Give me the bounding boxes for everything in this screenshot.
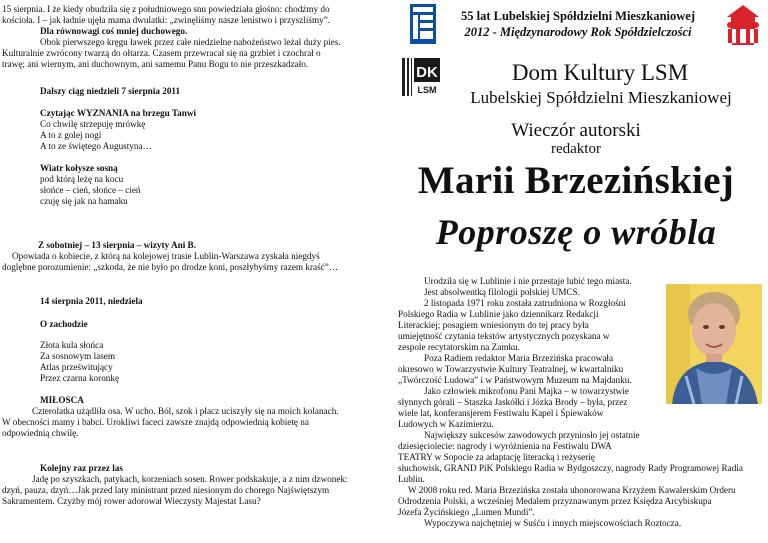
bio-line: Ludowych w Kazimierzu.: [398, 419, 494, 429]
lsm-logo-icon: [410, 4, 436, 44]
bio-line: TEATRY w Sopocie za adaptację literacką i reżyserię: [398, 452, 595, 462]
bio-line: Poza Radiem redaktor Maria Brzezińska pracowała: [424, 353, 614, 363]
bio-line: Największy sukcesów zawodowych przyniosło jej ostatnie: [424, 430, 640, 440]
bio-line: Lublin.: [398, 474, 425, 484]
author-portrait: [666, 284, 762, 404]
poem-czytajac: [40, 119, 152, 152]
kolejny-line: Jadę po szyszkach, patykach, korzeniach sosen. Rower podskakuje, a z nim dzwonek:: [32, 474, 348, 484]
poem-line: pod którą leżę na kocu: [40, 174, 124, 184]
poem-line: Co chwilę strzepuję mrówkę: [40, 119, 146, 129]
heading-kolejny: Kolejny raz przez las: [40, 463, 123, 473]
intro-line: kościoła. I – jak ładnie ujęła mama dwulatki: „zwinęliśmy nasze lenistwo i przyszliśmy”.: [2, 15, 331, 25]
intro-line: Obok pierwszego kręgu ławek przez całe niedzielne nabożeństwo leżał duży pies.: [40, 37, 341, 47]
cooperative-people-icon: [722, 3, 764, 47]
dk-lsm-logo-icon: [402, 58, 442, 96]
bio-line: „Twórczość Ludowa” i w Państwowym Muzeum na Majdanku.: [398, 375, 632, 385]
intro-line: 15 sierpnia. I że kiedy obudziła się z południowego snu powiedziała głośno: chodźmy do: [2, 4, 330, 14]
poem-zachodzie: [40, 340, 119, 384]
poem-line: słońce – cień, słońce – cień: [40, 185, 141, 195]
heading-czytajac: Czytając WYZNANIA na brzegu Tanwi: [40, 108, 197, 118]
bio-line: okresowo w Towarzystwie Kultury Teatralnej, w kwartalniku: [398, 364, 624, 374]
sobota-line: doglębne porozumienie: „szkoda, że nie było po drodze koni, poszłybyśmy razem kraść”…: [2, 262, 339, 272]
author-name: Marii Brzezińskiej: [417, 159, 735, 202]
bio-block-bottom: [398, 463, 764, 529]
cooperative-year-logo: [722, 3, 764, 47]
poem-line: Przez czarna koronkę: [40, 373, 120, 383]
poem-line: Atlas prześwitujący: [40, 362, 113, 372]
dom-kultury-title: Dom Kultury LSM: [511, 60, 689, 85]
kolejny-line: Sakramentem. Czyżby mój rower adorował Wieczysty Majestat Lasu?: [2, 496, 261, 506]
heading-milosca: MIŁOSCA: [40, 395, 84, 405]
kolejny-paragraph: [2, 474, 382, 507]
milosca-line: odpowiednią chwilę.: [2, 428, 79, 438]
heading-sobota: Z sobotniej – 13 sierpnia – wizyty Ani B.: [38, 240, 196, 250]
bio-line: Urodziła się w Lublinie i nie przestaje lubić tego miasta.: [424, 276, 632, 286]
header-line1: 55 lat Lubelskiej Spółdzielni Mieszkaniowej: [460, 9, 696, 23]
heading-14-sierpnia: 14 sierpnia 2011, niedziela: [40, 296, 143, 306]
bio-line: Jest absolwentką filologii polskiej UMCS.: [424, 287, 580, 297]
bio-line: 2 listopada 1971 roku została zatrudniona w Rozgłośni: [424, 298, 626, 308]
lubelskiej-subtitle: Lubelskiej Spółdzielni Mieszkaniowej: [470, 88, 732, 107]
bio-line: Odrodzenia Polski, a wcześniej Medalem przyznawanym przez Księdza Arcybiskupa: [398, 496, 712, 506]
bio-line: Jako człowiek mikrofonu Pani Majka – w towarzystwie: [424, 386, 629, 396]
poem-line: czuję się jak na hamaku: [40, 196, 128, 206]
svg-text:DK: DK: [416, 64, 438, 81]
bio-block-top: [398, 276, 664, 463]
milosca-line: W obecności mamy i babci. Urokliwi faceci zawsze znajdą odpowiednią kobietę na: [2, 417, 309, 427]
bio-line: Wypoczywa najchętniej w Suśću i innych miejscowościach Roztocza.: [424, 518, 682, 528]
poem-line: A to z golej nogi: [40, 130, 102, 140]
sobota-line: Opowiada o kobiecie, z którą na kolejowej trasie Lublin-Warszawa zyskała niegdyś: [12, 251, 320, 261]
right-column: [384, 0, 768, 543]
intro-paragraph: [2, 4, 382, 70]
poem-line: A to ze świętego Augustyna…: [40, 141, 152, 151]
svg-text:LSM: LSM: [417, 85, 437, 95]
book-title: Poproszę o wróbla: [435, 212, 717, 252]
bio-line: Józefa Życińskiego „Lumen Mundi”.: [398, 507, 535, 517]
bio-line: dziesięciolecie: nagrody i wyróżnienia na Festiwalu DWA: [398, 441, 612, 451]
sobota-paragraph: [2, 251, 382, 273]
bio-line: zespole recytatorskim na Zamku.: [398, 342, 520, 352]
heading-dalszy: Dalszy ciąg niedzieli 7 sierpnia 2011: [40, 86, 181, 96]
portrait-image-icon: [666, 284, 762, 404]
intro-line: trawę; ani wiernym, ani duchownym, ani samemu Panu Bogu to nie przeszkadzało.: [2, 59, 309, 69]
bio-line: W 2008 roku red. Maria Brzezińska została uhonorowana Krzyżem Kawalerskim Orderu: [408, 485, 736, 495]
dk-lsm-logo: [402, 58, 442, 96]
poem-line: Złota kula słońca: [40, 340, 104, 350]
kolejny-line: dzyń, pauza, dzyń…Jak przed laty ministrant przed niesionym do chorego Najświętszym: [2, 485, 330, 495]
bio-line: umiejętność czytania tekstów artystycznych pozyskana w: [398, 331, 610, 341]
bio-line: słuchowisk, GRAND PiK Polskiego Radia w Bydgoszczy, nagrody Rady Programowej Radia: [398, 463, 743, 473]
heading-wiatr: Wiatr kołysze sosną: [40, 163, 118, 173]
redaktor-label: redaktor: [551, 141, 601, 157]
bio-line: Literackiej; posagiem wniesionym do tej pracy była: [398, 320, 589, 330]
poem-wiatr: [40, 174, 141, 207]
lsm-logo: [410, 4, 436, 44]
bio-line: Polskiego Radia w Lublinie jako dziennikarz Redakcji: [398, 309, 599, 319]
bio-line: wiele lat, konferansjerem Festiwalu Kapel i Śpiewaków: [398, 408, 604, 418]
wieczor-autorski: Wieczór autorski: [511, 120, 641, 141]
intro-line: Dla równowagi coś mniej duchowego.: [40, 26, 188, 36]
heading-zachodzie: O zachodzie: [40, 319, 88, 329]
intro-line: Kulturalnie zwrócony twarzą do ołtarza. Czasem przewracał się na grzbiet i czochrał o: [2, 48, 321, 58]
poem-line: Za sosnowym lasem: [40, 351, 116, 361]
bio-line: słynnych górali – Staszka Jaskółki i Józka Brody – była, przez: [398, 397, 628, 407]
milosca-line: Czterolatka użądliła osa. W ucho. Ból, szok i płacz uciszyły się na moich kolanach.: [32, 406, 339, 416]
milosca-paragraph: [2, 406, 382, 439]
header-line2: 2012 - Międzynarodowy Rok Spółdzielczości: [464, 25, 692, 39]
